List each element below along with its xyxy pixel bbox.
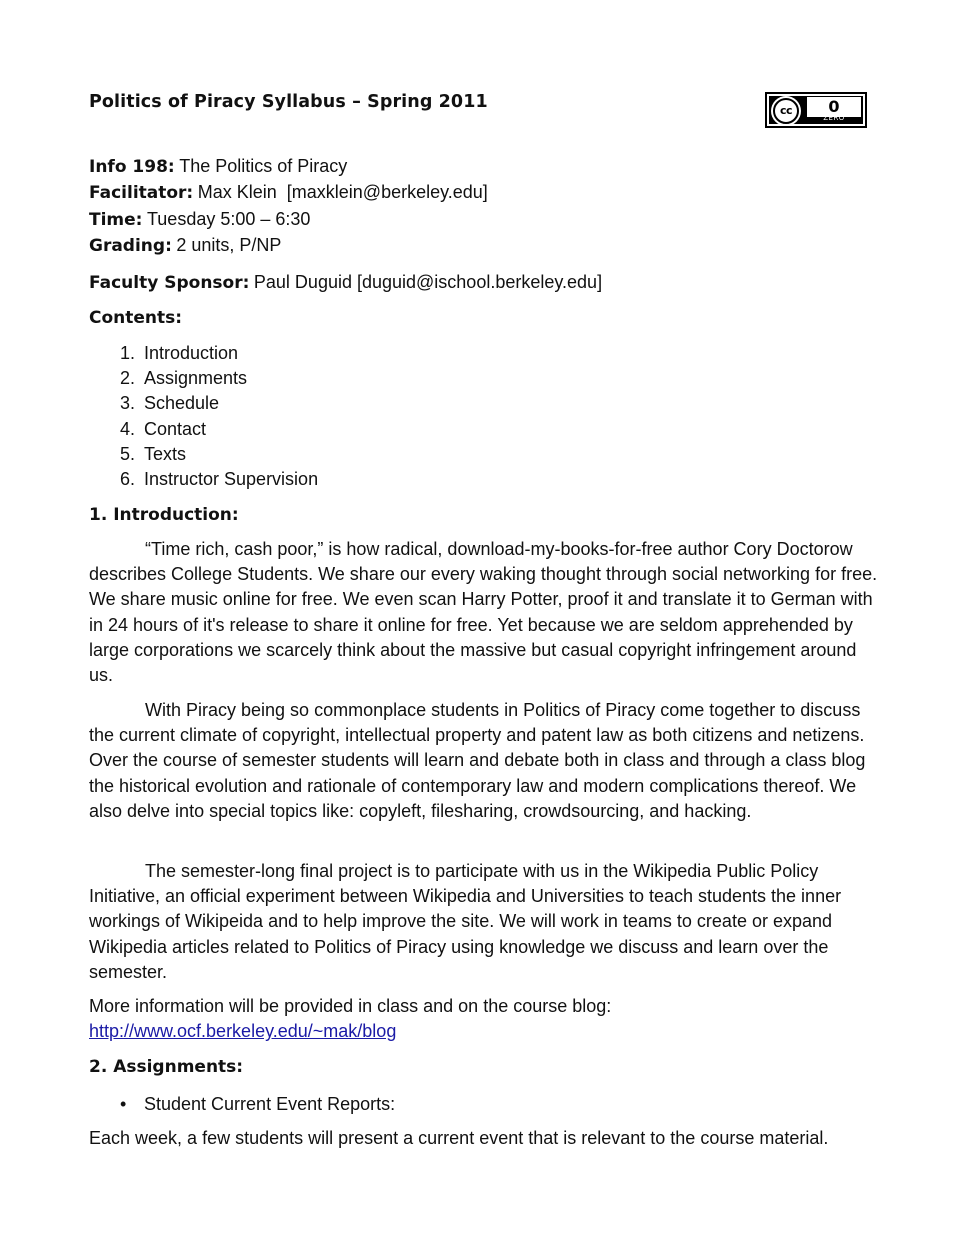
intro-paragraph-3: The semester-long final project is to participate with us in the Wikipedia Public Policy Initiative, an official experiment between Wikipedia and Universities to teach students the inner workings of Wikipeida and to help improve the site. We will work in teams to create or expand Wikipedia articles related to Politics of Piracy using knowledge we discuss and learn over the semester.	[89, 861, 842, 982]
time-label: Time:	[89, 210, 143, 230]
cc-logo-icon: cc	[773, 98, 799, 124]
assignments-heading: 2. Assignments:	[89, 1057, 244, 1077]
faculty-sponsor-label: Faculty Sponsor:	[89, 273, 250, 293]
toc-item[interactable]: 2. Assignments	[120, 368, 248, 389]
course-info-value: The Politics of Piracy	[179, 156, 348, 176]
time-value: Tuesday 5:00 – 6:30	[146, 209, 311, 229]
toc-item-label: Contact	[144, 418, 207, 439]
assignment-bullet-item	[120, 1092, 395, 1116]
badge-background	[769, 96, 863, 124]
document-title: Politics of Piracy Syllabus – Spring 2011	[89, 92, 488, 112]
grading-line	[89, 233, 281, 258]
toc-item[interactable]: 5. Texts	[120, 443, 187, 464]
intro-paragraph-1: “Time rich, cash poor,” is how radical, download-my-books-for-free author Cory Doctorow describes College Students. We share our every waking thought through social networking for free. We share music online for free. We even scan Harry Potter, proof it and translate it to German with in 24 hours of it's release to share it online for free. Yet because we are seldom apprehended by large corporations we scarcely think about the massive but casual copyright infringement around us.	[89, 539, 878, 686]
grading-label: Grading:	[89, 236, 172, 256]
course-info-line	[89, 154, 347, 179]
toc-item-label: Introduction	[144, 343, 239, 363]
facilitator-label: Facilitator:	[89, 183, 194, 203]
assignment-description: Each week, a few students will present a current event that is relevant to the course material.	[89, 1128, 829, 1148]
toc-item[interactable]: 6. Instructor Supervision	[120, 468, 319, 489]
course-info-label: Info 198:	[89, 157, 175, 177]
toc-item[interactable]: 4. Contact	[120, 418, 207, 439]
bullet-icon: •	[120, 1094, 127, 1114]
assignment-bullet-label: Student Current Event Reports:	[144, 1094, 396, 1114]
faculty-sponsor-value: Paul Duguid [duguid@ischool.berkeley.edu]	[253, 272, 603, 292]
toc-item[interactable]: 3. Schedule	[120, 393, 220, 414]
cc-zero-license-badge	[765, 92, 867, 128]
contents-heading: Contents:	[89, 308, 183, 328]
toc-item-label: Instructor Supervision	[144, 468, 319, 489]
introduction-heading: 1. Introduction:	[89, 505, 239, 525]
more-info-text: More information will be provided in class and on the course blog:	[89, 996, 612, 1016]
zero-glyph: 0	[807, 97, 861, 117]
table-of-contents	[120, 341, 318, 492]
time-line	[89, 207, 310, 232]
course-blog-link[interactable]: http://www.ocf.berkeley.edu/~mak/blog	[89, 1021, 397, 1042]
facilitator-line	[89, 180, 488, 205]
toc-item[interactable]: 1. Introduction	[120, 343, 239, 363]
toc-item-label: Schedule	[144, 393, 220, 414]
toc-item-label: Assignments	[144, 368, 248, 389]
intro-paragraph-2: With Piracy being so commonplace students in Politics of Piracy come together to discuss the current climate of copyright, intellectual property and patent law as both citizens and netizens. Over the course of semester students will learn and debate both in class and through a class blog the historical evolution and rationale of contemporary law and modern complications thereof. We also delve into special topics like: copyleft, filesharing, crowdsourcing, and hacking.	[89, 700, 866, 821]
toc-item-label: Texts	[144, 443, 187, 464]
more-info-paragraph	[89, 994, 879, 1044]
facilitator-value: Max Klein [maxklein@berkeley.edu]	[197, 182, 488, 202]
faculty-sponsor-line	[89, 270, 602, 295]
zero-caption: ZERO	[823, 114, 845, 122]
grading-value: 2 units, P/NP	[176, 235, 282, 255]
